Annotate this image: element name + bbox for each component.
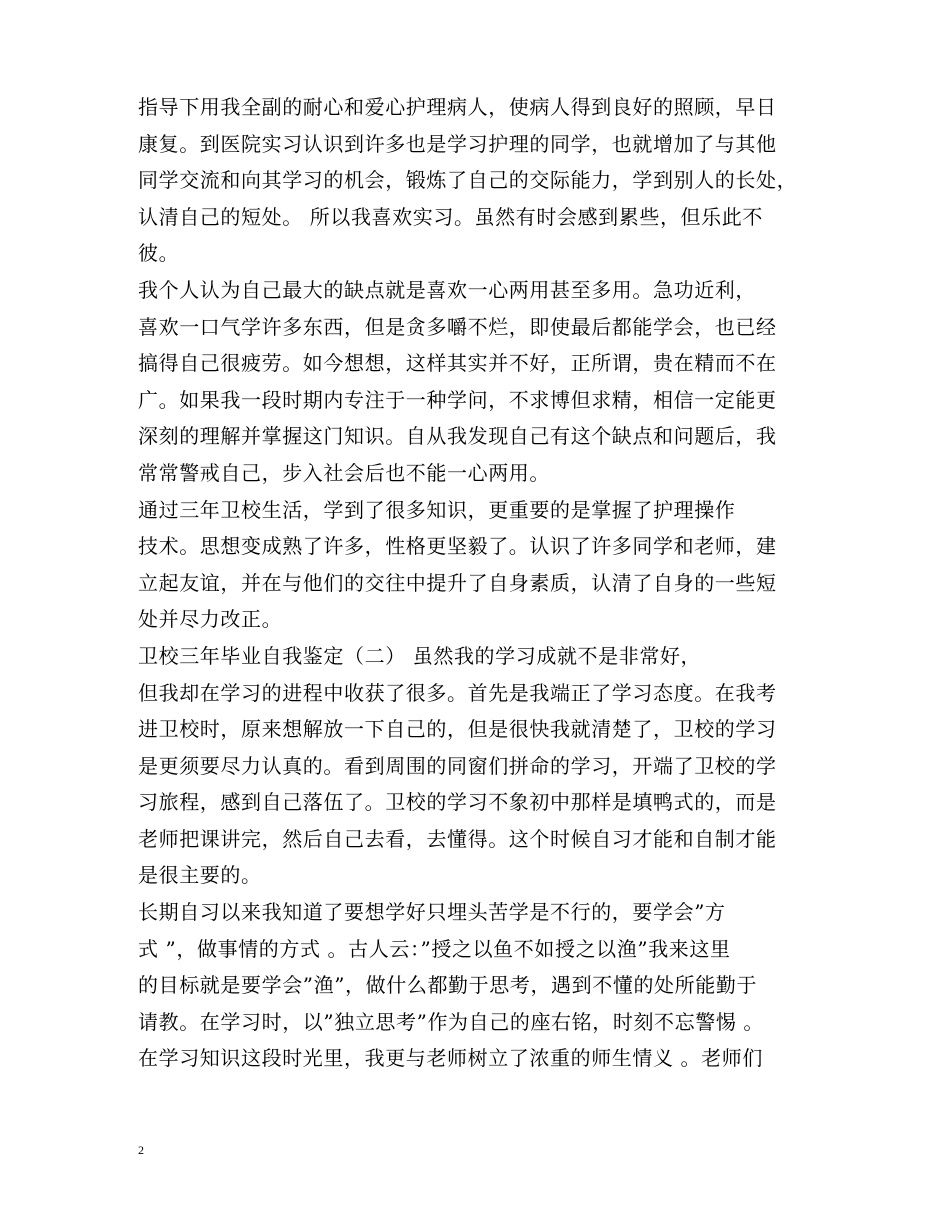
text-line: 认清自己的短处。 所以我喜欢实习。虽然有时会感到累些，但乐此不 [138,204,763,229]
text-line: 立起友谊，并在与他们的交往中提升了自身素质，认清了自身的一些短 [138,570,777,595]
text-line: 彼。 [138,241,180,266]
paragraph-5 [138,894,828,1077]
text-line: 搞得自己很疲劳。如今想想，这样其实并不好，正所谓，贵在精而不在 [138,351,777,376]
text-line: 的目标就是要学会”渔”，做什么都勤于思考，遇到不懂的处所能勤于 [138,973,758,998]
paragraph-1 [138,89,828,272]
paragraph-4 [138,638,828,894]
text-line: 我个人认为自己最大的缺点就是喜欢一心两用甚至多用。急功近利， [138,277,756,302]
text-line: 常常警戒自己，步入社会后也不能一心两用。 [138,460,550,485]
paragraph-3 [138,492,828,638]
text-line: 是很主要的。 [138,863,262,888]
paragraph-2 [138,272,828,492]
text-line: 习旅程，感到自己落伍了。卫校的学习不象初中那样是填鸭式的，而是 [138,790,777,815]
text-line: 是更须要尽力认真的。看到周围的同窗们拼命的学习，开端了卫校的学 [138,753,777,778]
text-line: 处并尽力改正。 [138,607,283,632]
text-line: 喜欢一口气学许多东西，但是贪多嚼不烂，即使最后都能学会，也已经 [138,314,777,339]
text-line: 但我却在学习的进程中收获了很多。首先是我端正了学习态度。在我考 [138,680,777,705]
text-line: 老师把课讲完，然后自己去看，去懂得。这个时候自习才能和自制才能 [138,826,777,851]
page-number: 2 [138,1143,144,1157]
text-line: 广。如果我一段时期内专注于一种学问，不求博但求精，相信一定能更 [138,387,777,412]
text-line: 卫校三年毕业自我鉴定（二） 虽然我的学习成就不是非常好， [138,643,702,668]
text-line: 长期自习以来我知道了要想学好只埋头苦学是不行的，要学会”方 [138,900,726,925]
text-line: 在学习知识这段时光里，我更与老师树立了浓重的师生情义 。老师们 [138,1046,763,1071]
text-line: 康复。到医院实习认识到许多也是学习护理的同学，也就增加了与其他 [138,131,777,156]
text-line: 通过三年卫校生活，学到了很多知识，更重要的是掌握了护理操作 [138,497,736,522]
text-line: 请教。在学习时，以”独立思考”作为自己的座右铭，时刻不忘警惕 。 [138,1009,765,1034]
text-line: 深刻的理解并掌握这门知识。自从我发现自己有这个缺点和问题后，我 [138,424,777,449]
text-line: 进卫校时，原来想解放一下自己的，但是很快我就清楚了，卫校的学习 [138,717,777,742]
text-line: 式 ”，做事情的方式 。古人云：”授之以鱼不如授之以渔”我来这里 [138,936,731,961]
text-line: 同学交流和向其学习的机会，锻炼了自己的交际能力，学到别人的长处， [138,168,798,193]
document-body [138,89,828,1077]
text-line: 指导下用我全副的耐心和爱心护理病人，使病人得到良好的照顾，早日 [138,95,777,119]
text-line: 技术。思想变成熟了许多，性格更坚毅了。认识了许多同学和老师，建 [138,534,777,559]
